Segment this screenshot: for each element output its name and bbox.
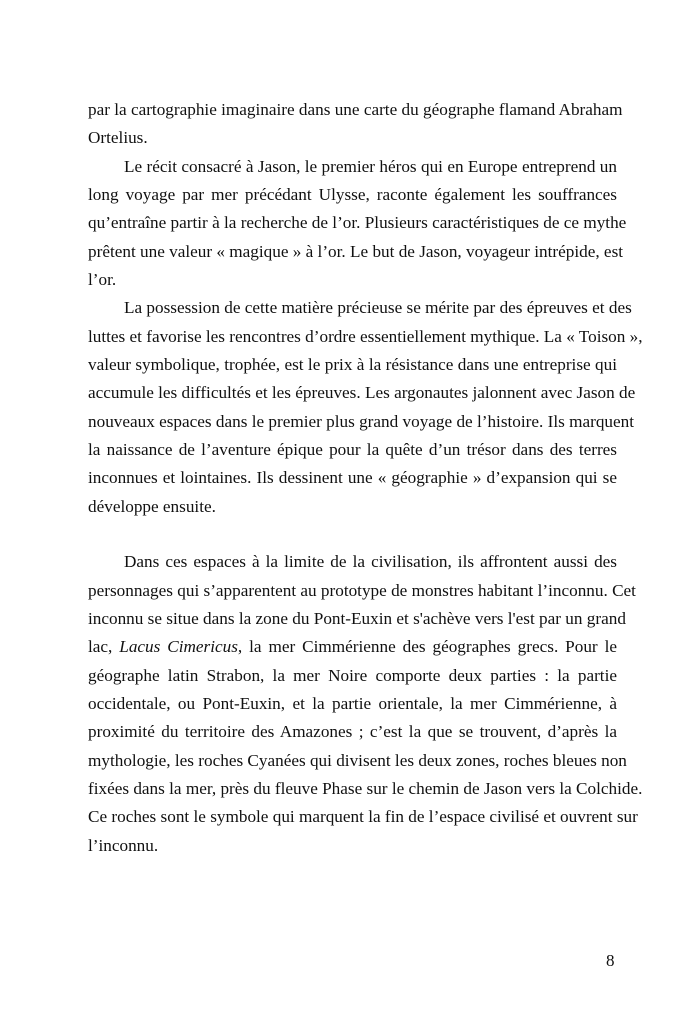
text-line: l’inconnu.: [88, 835, 159, 855]
text-line: prêtent une valeur « magique » à l’or. Le but de Jason, voyageur intrépide, est: [88, 241, 624, 261]
text-line: Dans ces espaces à la limite de la civilisation, ils affrontent aussi des: [124, 552, 617, 572]
text-line: personnages qui s’apparentent au prototype de monstres habitant l’inconnu. Cet: [88, 580, 636, 600]
text-line: proximité du territoire des Amazones ; c’est la que se trouvent, d’après la: [88, 722, 617, 742]
paragraph-1: [88, 96, 623, 153]
text-line: géographe latin Strabon, la mer Noire comporte deux parties : la partie: [88, 665, 617, 685]
text-line: qu’entraîne partir à la recherche de l’or. Plusieurs caractéristiques de ce mythe: [88, 213, 627, 233]
text-line: Le récit consacré à Jason, le premier héros qui en Europe entreprend un: [124, 156, 617, 176]
text-line: luttes et favorise les rencontres d’ordre essentiellement mythique. La « Toison »,: [88, 326, 643, 346]
paragraph-2: [88, 153, 627, 295]
text-line: mythologie, les roches Cyanées qui divisent les deux zones, roches bleues non: [88, 750, 627, 770]
text-line: l’or.: [88, 270, 117, 290]
text-line: fixées dans la mer, près du fleuve Phase sur le chemin de Jason vers la Colchide.: [88, 778, 643, 798]
italic-term: Lacus Cimericus: [119, 637, 238, 657]
paragraph-3: [88, 294, 643, 521]
document-body: [88, 96, 643, 860]
text-line: inconnues et lointaines. Ils dessinent une « géographie » d’expansion qui se: [88, 468, 617, 488]
text-line: par la cartographie imaginaire dans une carte du géographe flamand Abraham: [88, 100, 623, 119]
text-line: occidentale, ou Pont-Euxin, et la partie orientale, la mer Cimmérienne, à: [88, 693, 617, 713]
text-line: long voyage par mer précédant Ulysse, raconte également les souffrances: [88, 185, 617, 205]
text-line: la naissance de l’aventure épique pour la quête d’un trésor dans des terres: [88, 440, 617, 460]
text-line: [88, 633, 617, 661]
paragraph-gap: [88, 521, 617, 548]
page-number: 8: [606, 951, 615, 970]
text-line: La possession de cette matière précieuse se mérite par des épreuves et des: [124, 298, 632, 318]
text-line: accumule les difficultés et les épreuves. Les argonautes jalonnent avec Jason de: [88, 383, 636, 403]
text-line: valeur symbolique, trophée, est le prix à la résistance dans une entreprise qui: [88, 355, 617, 375]
text-line: nouveaux espaces dans le premier plus grand voyage de l’histoire. Ils marquent: [88, 411, 635, 431]
text-fragment: lac,: [88, 637, 120, 657]
text-fragment: , la mer Cimmérienne des géographes grecs. Pour le: [237, 637, 617, 657]
text-line: Ortelius.: [88, 128, 148, 148]
text-line: inconnu se situe dans la zone du Pont-Euxin et s'achève vers l'est par un grand: [88, 608, 626, 628]
paragraph-4: [88, 548, 643, 860]
text-line: développe ensuite.: [88, 496, 216, 516]
text-line: Ce roches sont le symbole qui marquent la fin de l’espace civilisé et ouvrent sur: [88, 807, 638, 827]
